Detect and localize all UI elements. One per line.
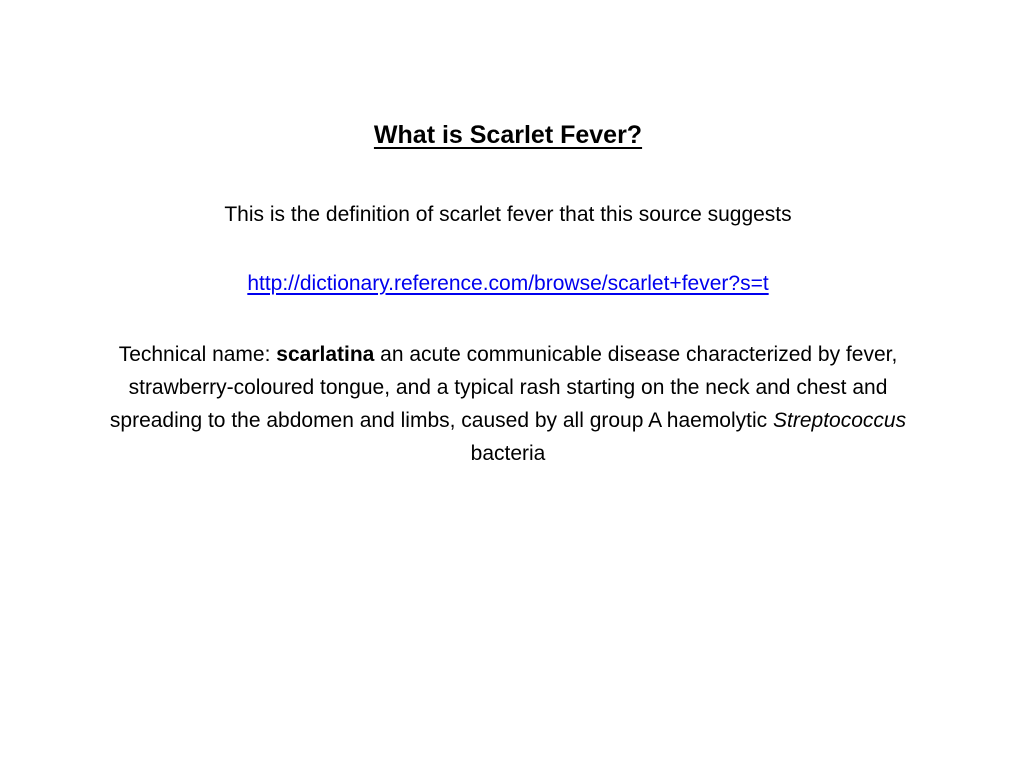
definition-genus: Streptococcus <box>773 409 907 432</box>
intro-text: This is the definition of scarlet fever that this source suggests <box>224 203 792 226</box>
definition-text-part-2: bacteria <box>470 442 546 465</box>
definition-text-part-1: an acute communicable disease characterized by fever, strawberry-coloured tongue, and a typical rash starting on the neck and chest and spreading to the abdomen and limbs, caused by all group A haemolytic <box>109 343 898 432</box>
definition-term: scarlatina <box>276 343 375 366</box>
source-link[interactable]: http://dictionary.reference.com/browse/scarlet+fever?s=t <box>247 272 769 295</box>
slide-title: What is Scarlet Fever? <box>373 121 643 149</box>
definition-label: Technical name: <box>118 343 277 366</box>
source-link-line <box>0 269 1016 299</box>
definition-paragraph <box>96 338 920 470</box>
